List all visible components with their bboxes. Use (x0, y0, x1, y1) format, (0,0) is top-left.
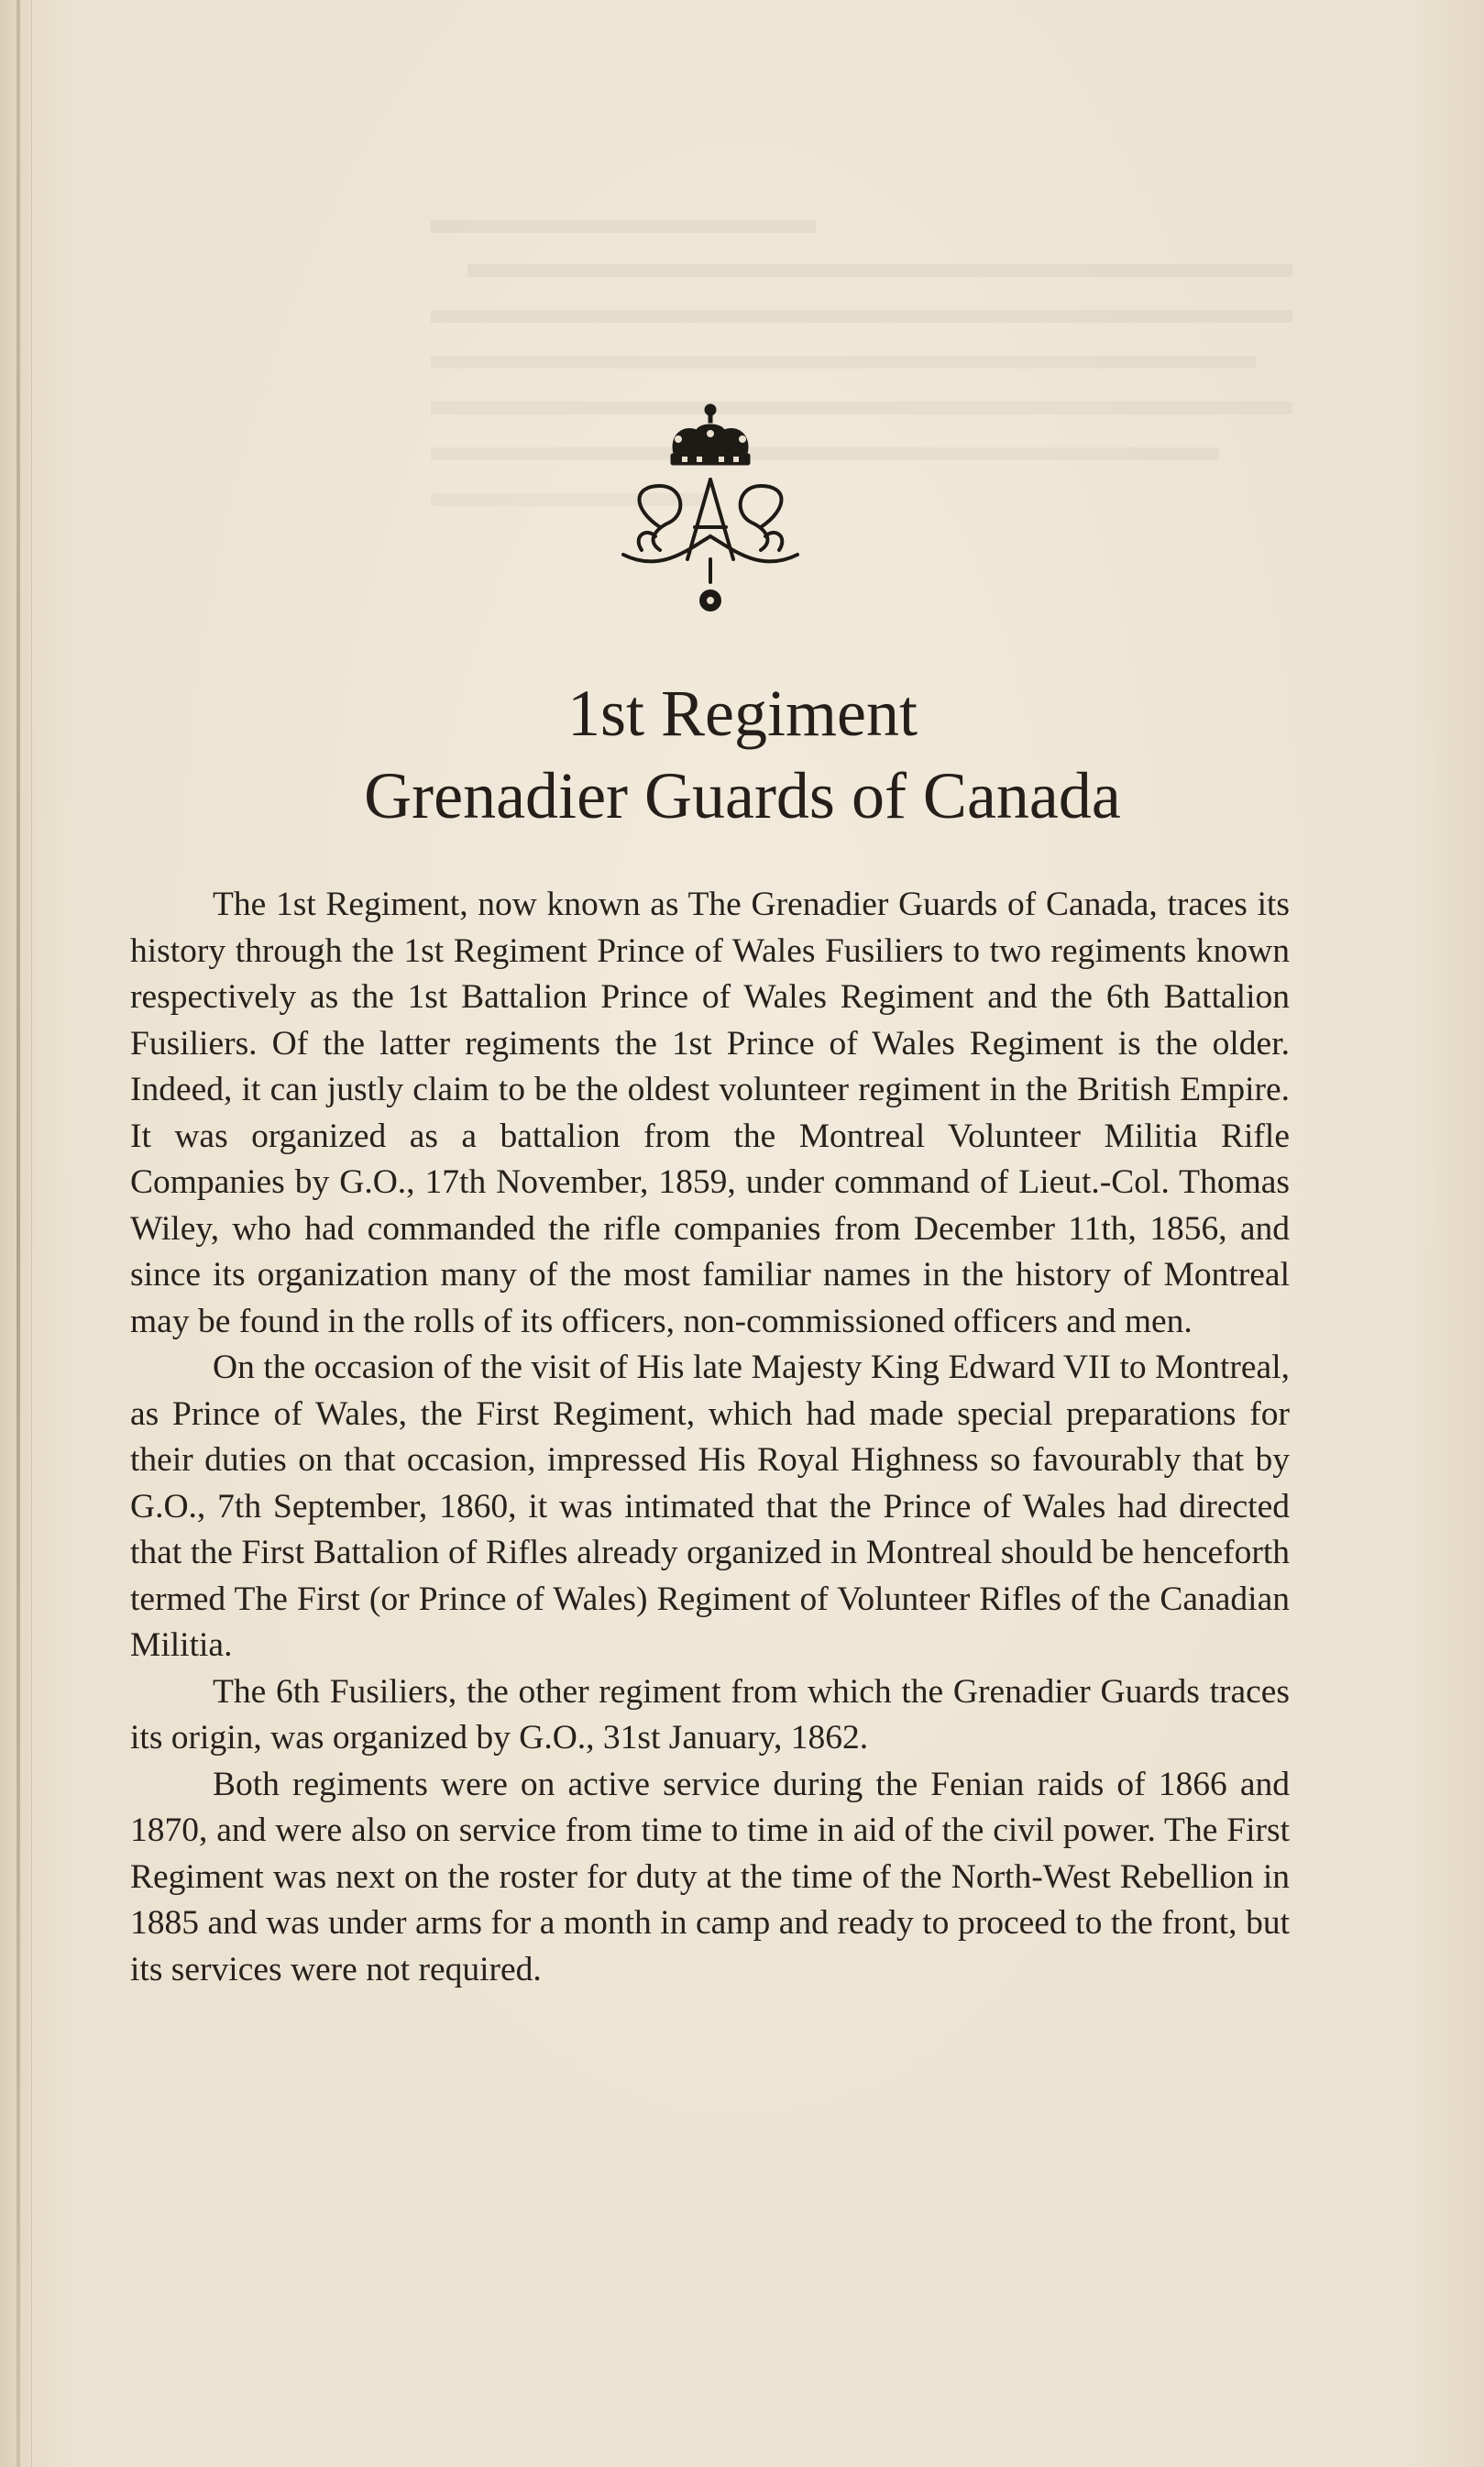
gutter-edge (16, 0, 20, 2467)
paragraph-3: The 6th Fusiliers, the other regiment from which the Grenadier Guards traces its origin, was organized by G.O., 31st January, 1862. (130, 1672, 1290, 1757)
body-text (130, 882, 1290, 1993)
paragraph-4: Both regiments were on active service during the Fenian raids of 1866 and 1870, and were also on service from time to time in aid of the civil power. The First Regiment was next on the roster for duty at the time of the North-West Rebellion in 1885 and was under arms for a month in camp and ready to proceed to the front, but its services were not required. (130, 1765, 1290, 1988)
heading-line-1: 1st Regiment (567, 677, 918, 750)
bleed-through-texture (431, 220, 1329, 618)
gutter-line (31, 0, 32, 2467)
paragraph-1: The 1st Regiment, now known as The Grenadier Guards of Canada, traces its history through the 1st Regiment Prince of Wales Fusiliers to two regiments known respectively as the 1st Battalion Prince of Wales Regiment and the 6th Battalion Fusiliers. Of the latter regiments the 1st Prince of Wales Regiment is the older. Indeed, it can justly claim to be the oldest volunteer regiment in the British Empire. It was organized as a battalion from the Montreal Volunteer Militia Rifle Companies by G.O., 17th November, 1859, under command of Lieut.-Col. Thomas Wiley, who had commanded the rifle companies from December 11th, 1856, and since its organization many of the most familiar names in the history of Montreal may be found in the rolls of its officers, non-commissioned officers and men. (130, 886, 1290, 1340)
heading-line-2: Grenadier Guards of Canada (364, 759, 1121, 832)
paragraph-2: On the occasion of the visit of His late Majesty King Edward VII to Montreal, as Prince of Wales, the First Regiment, which had made special preparations for their duties on that occasion, impressed His Royal Highness so favourably that by G.O., 7th September, 1860, it was intimated that the Prince of Wales had directed that the First Battalion of Rifles already organized in Montreal should be henceforth termed The First (or Prince of Wales) Regiment of Volunteer Rifles of the Canadian Militia. (130, 1349, 1290, 1664)
crown-over-monogram-icon (605, 399, 816, 628)
